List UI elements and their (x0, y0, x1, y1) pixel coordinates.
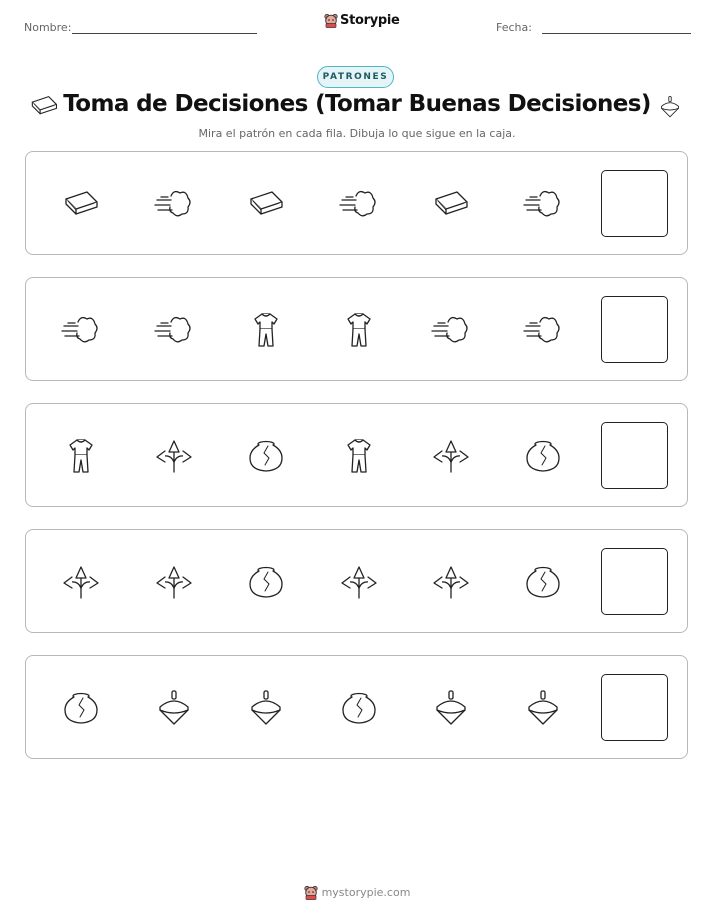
pot-icon (63, 690, 99, 726)
bear-icon (304, 885, 318, 900)
top-icon (156, 690, 192, 726)
answer-box[interactable] (601, 170, 668, 237)
arrows-icon (156, 438, 192, 474)
arrows-icon (341, 564, 377, 600)
name-line[interactable] (72, 33, 257, 34)
wind-icon (341, 186, 377, 222)
pattern-row (25, 655, 688, 759)
date-label: Fecha: (496, 21, 532, 34)
brand-logo (324, 13, 400, 28)
pot-icon (341, 690, 377, 726)
wind-icon (63, 312, 99, 348)
footer (0, 885, 714, 900)
wind-icon (525, 186, 561, 222)
clothes-icon (63, 438, 99, 474)
pattern-row (25, 151, 688, 255)
page-title: Toma de Decisiones (Tomar Buenas Decisiones) (63, 91, 651, 117)
book-icon (433, 186, 469, 222)
name-label: Nombre: (24, 21, 72, 34)
pattern-row (25, 529, 688, 633)
top-icon (525, 690, 561, 726)
arrows-icon (156, 564, 192, 600)
wind-icon (433, 312, 469, 348)
pattern-row (25, 277, 688, 381)
date-line[interactable] (542, 33, 691, 34)
pot-icon (525, 564, 561, 600)
brand-name: Storypie (340, 13, 400, 28)
spinning-top-icon (659, 94, 681, 120)
book-icon (30, 95, 58, 117)
wind-icon (156, 186, 192, 222)
book-icon (248, 186, 284, 222)
arrows-icon (63, 564, 99, 600)
clothes-icon (341, 312, 377, 348)
footer-url: mystorypie.com (321, 886, 411, 899)
clothes-icon (248, 312, 284, 348)
pattern-row (25, 403, 688, 507)
arrows-icon (433, 438, 469, 474)
answer-box[interactable] (601, 674, 668, 741)
bear-icon (324, 13, 338, 28)
top-icon (433, 690, 469, 726)
answer-box[interactable] (601, 422, 668, 489)
wind-icon (156, 312, 192, 348)
pot-icon (248, 438, 284, 474)
clothes-icon (341, 438, 377, 474)
category-badge: PATRONES (317, 66, 394, 88)
arrows-icon (433, 564, 469, 600)
pot-icon (248, 564, 284, 600)
wind-icon (525, 312, 561, 348)
book-icon (63, 186, 99, 222)
answer-box[interactable] (601, 548, 668, 615)
pot-icon (525, 438, 561, 474)
answer-box[interactable] (601, 296, 668, 363)
instructions: Mira el patrón en cada fila. Dibuja lo que sigue en la caja. (198, 127, 516, 140)
top-icon (248, 690, 284, 726)
